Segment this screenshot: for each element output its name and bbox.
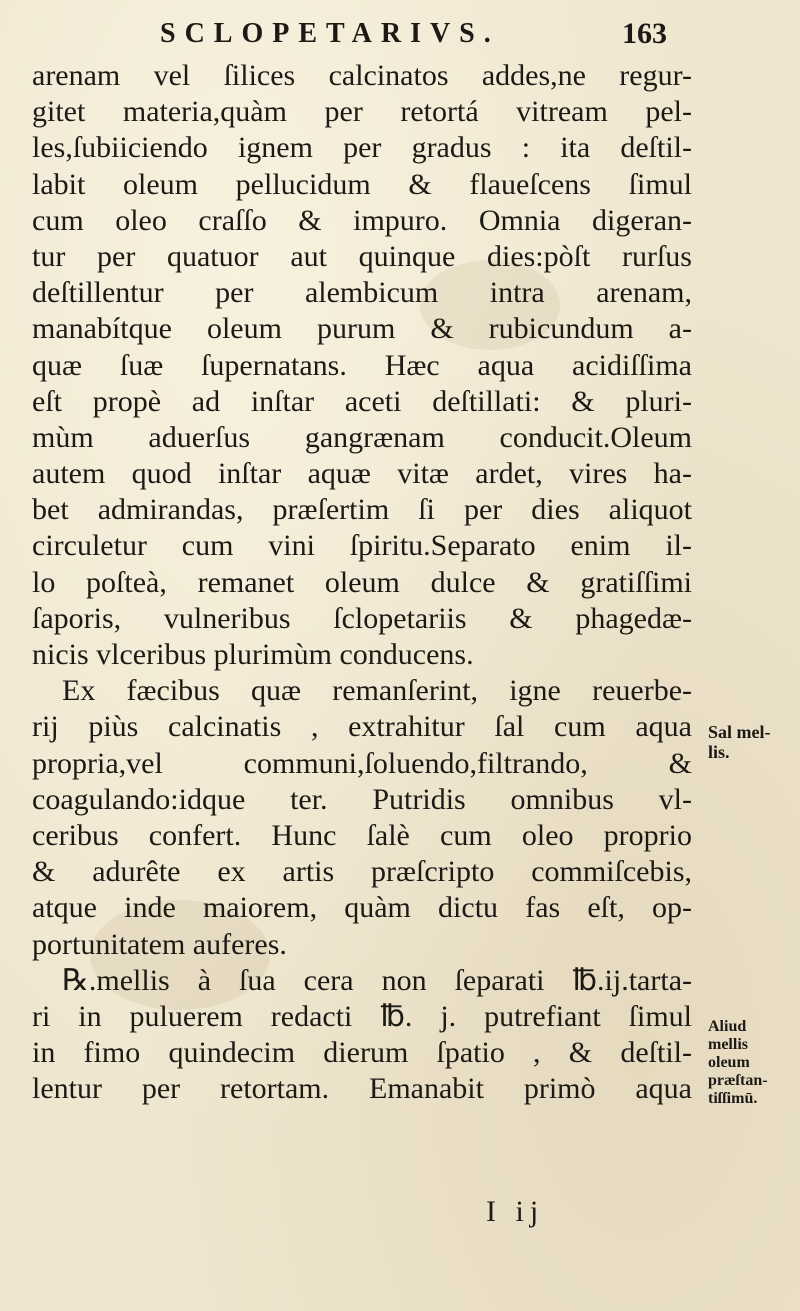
text-line: lentur per retortam. Emanabit primò aqua bbox=[32, 1072, 692, 1106]
text-line: mùm aduerſus gangrænam conducit.Oleum bbox=[32, 420, 692, 454]
text-line: arenam vel ſilices calcinatos addes,ne regur- bbox=[32, 59, 692, 92]
margin-note-line: lis. bbox=[708, 742, 730, 762]
text-line: gitet materia,quàm per retortá vitream pel- bbox=[32, 95, 692, 129]
margin-note-line: Aliud bbox=[708, 1018, 747, 1035]
margin-note-line: Sal mel- bbox=[708, 722, 771, 742]
text-line: cum oleo craſſo & impuro. Omnia digeran- bbox=[32, 203, 692, 237]
text-line: & adurête ex artis præſcripto commiſcebis, bbox=[32, 855, 692, 889]
text-line: Ex fæcibus quæ remanſerint, igne reuerbe- bbox=[62, 674, 692, 708]
text-line: rij piùs calcinatis , extrahitur ſal cum aqua bbox=[32, 710, 692, 744]
text-line: ceribus confert. Hunc ſalè cum oleo proprio bbox=[32, 818, 692, 852]
margin-note-line: oleum bbox=[708, 1054, 750, 1071]
margin-note-line: præſtan- bbox=[708, 1072, 768, 1089]
text-line: bet admirandas, præſertim ſi per dies aliquot bbox=[32, 493, 692, 527]
text-line: nicis vlceribus plurimùm conducens. bbox=[32, 638, 474, 671]
text-line: propria,vel communi,ſoluendo,filtrando, & bbox=[32, 746, 692, 780]
running-head bbox=[0, 14, 800, 54]
text-line: manabítque oleum purum & rubicundum a- bbox=[32, 312, 692, 346]
text-line: lo poſteà, remanet oleum dulce & gratiſſimi bbox=[32, 565, 692, 599]
text-line: coagulando:idque ter. Putridis omnibus vl- bbox=[32, 782, 692, 816]
margin-note-line: mellis bbox=[708, 1036, 748, 1053]
text-line: eſt propè ad inſtar aceti deſtillati: & pluri- bbox=[32, 384, 692, 418]
text-line: circuletur cum vini ſpiritu.Separato enim il- bbox=[32, 529, 692, 563]
margin-note-aliud bbox=[708, 1018, 768, 1108]
text-line: in fimo quindecim dierum ſpatio , & deſtil- bbox=[32, 1036, 692, 1070]
text-line: tur per quatuor aut quinque dies:pòſt rurſus bbox=[32, 239, 692, 273]
text-line: ℞.mellis à ſua cera non ſeparati ℔.ij.tarta- bbox=[62, 963, 692, 997]
text-line: deſtillentur per alembicum intra arenam, bbox=[32, 276, 692, 310]
text-line: ſaporis, vulneribus ſclopetariis & phagedæ- bbox=[32, 601, 692, 635]
signature-mark: I ij bbox=[486, 1195, 545, 1228]
running-title: SCLOPETARIVS. bbox=[160, 18, 500, 49]
text-line: autem quod inſtar aquæ vitæ ardet, vires ha- bbox=[32, 457, 692, 491]
text-line: quæ ſuæ ſupernatans. Hæc aqua acidiſſima bbox=[32, 348, 692, 382]
text-line: portunitatem auferes. bbox=[32, 927, 287, 961]
signature-line bbox=[0, 1192, 800, 1232]
text-line: ri in puluerem redacti ℔. j. putrefiant ſimul bbox=[32, 999, 692, 1033]
text-line: les,ſubiiciendo ignem per gradus : ita deſtil- bbox=[32, 131, 692, 165]
body-text bbox=[32, 58, 692, 1107]
text-line: atque inde maiorem, quàm dictu fas eſt, op- bbox=[32, 891, 692, 925]
text-line: labit oleum pellucidum & flaueſcens ſimul bbox=[32, 167, 692, 201]
margin-note-line: tiſſimū. bbox=[708, 1090, 758, 1107]
margin-note-sal bbox=[708, 722, 771, 762]
page-number: 163 bbox=[622, 17, 667, 50]
